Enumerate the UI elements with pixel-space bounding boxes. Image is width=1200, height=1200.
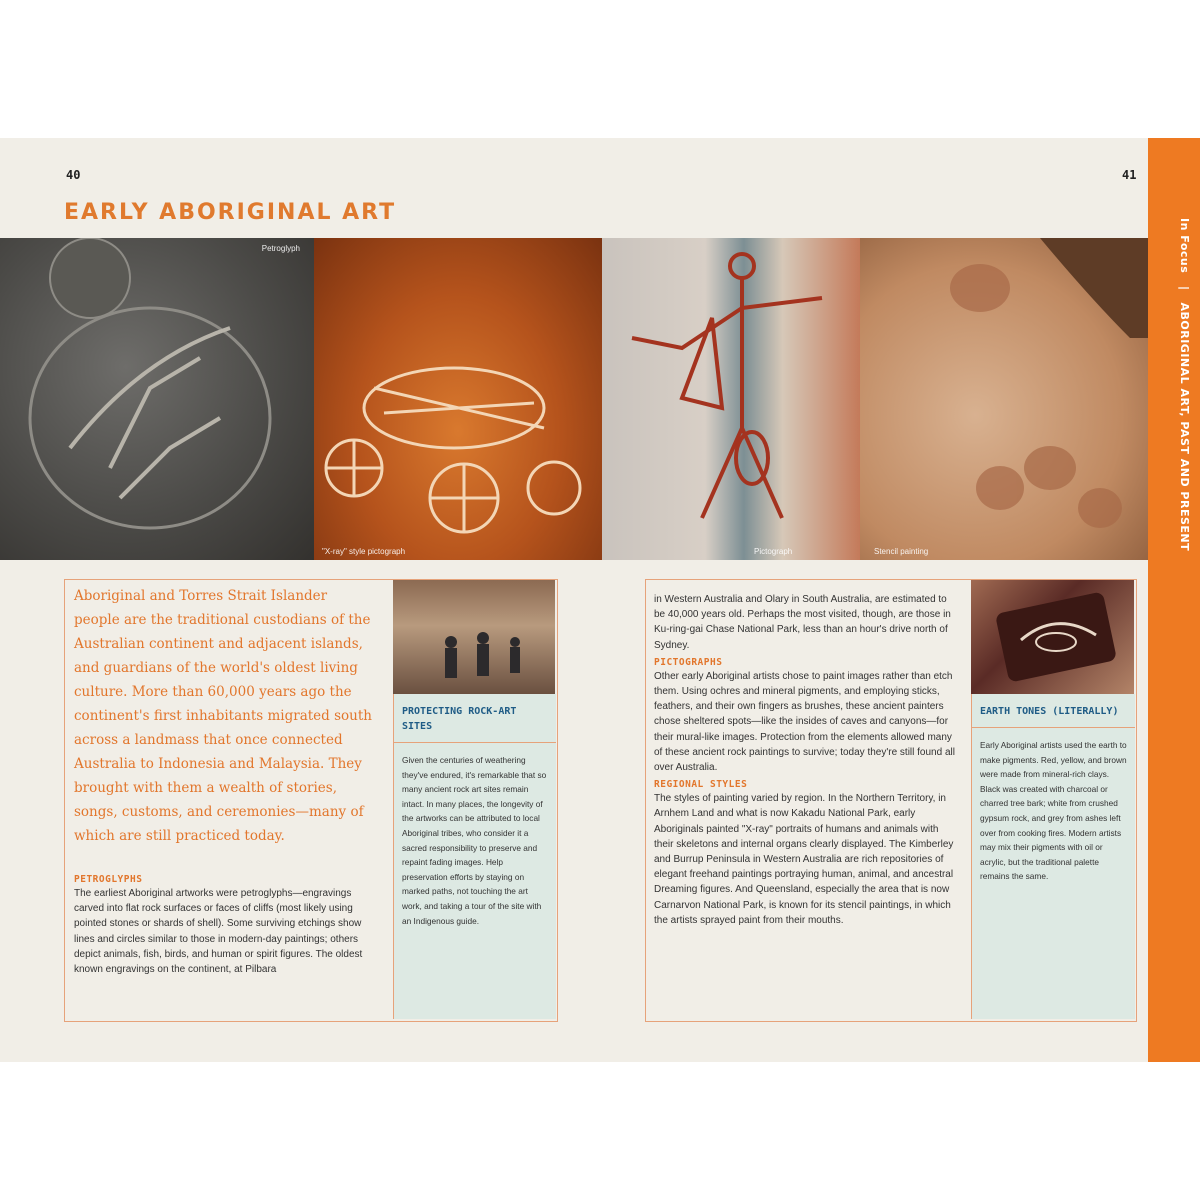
continued-text: in Western Australia and Olary in South Australia, are estimated to be 40,000 years old. Perhaps the most visited, though, are those in Ku-ring-gai Chase National Park, less than an hour's drive north of Sydney.: [654, 594, 951, 651]
caption-xray: "X-ray" style pictograph: [322, 547, 406, 556]
petroglyphs-section: [74, 872, 374, 977]
page-number-right: 41: [1122, 168, 1137, 182]
human-figure-icon: [602, 238, 860, 560]
rock-art-visitors-photo: [393, 580, 555, 694]
book-spread: [0, 138, 1200, 1062]
protecting-sites-sidebar: [393, 694, 556, 1019]
pictographs-text: Other early Aboriginal artists chose to paint images rather than etch them. Using ochres and mineral pigments, and employing sticks, feathers, and their own fingers as brushes, these ancient painters chose sheltered spots—like the insides of caves and canyons—for their mural-like images. Protection from the elements allowed many of these ancient rock paintings to survive; today they're still found all over Australia.: [654, 670, 955, 774]
section-divider: |: [1178, 285, 1191, 291]
pictographs-heading: PICTOGRAPHS: [654, 656, 723, 668]
petroglyph-photo: [0, 238, 314, 560]
right-column-text: [654, 592, 960, 928]
visitors-icon: [393, 580, 555, 694]
petroglyphs-text: The earliest Aboriginal artworks were petroglyphs—engravings carved into flat rock surfaces or faces of cliffs (most likely using pointed stones or shards of shell). Some surviving etchings show lines and circles similar to those in modern-day paintings; others depict animals, fish, birds, and human or spirit figures. The oldest known engravings on the continent, at Pilbara: [74, 888, 363, 976]
earth-tones-sidebar: [971, 694, 1135, 1019]
pictograph-photo: [602, 238, 860, 560]
xray-figure-icon: [314, 238, 602, 560]
caption-stencil: Stencil painting: [874, 547, 929, 556]
page-number-left: 40: [66, 168, 81, 182]
hand-stencil-icon: [860, 238, 1148, 560]
caption-petroglyph: Petroglyph: [261, 244, 300, 253]
section-label: In Focus: [1178, 218, 1191, 274]
page-title: EARLY ABORIGINAL ART: [64, 200, 397, 225]
earth-tones-heading: EARTH TONES (LITERALLY): [972, 694, 1135, 728]
painted-artifact-icon: [971, 580, 1134, 694]
photo-strip: [0, 238, 1148, 560]
section-tab-text: [1157, 218, 1191, 552]
protecting-sites-heading: PROTECTING ROCK-ART SITES: [394, 694, 556, 743]
regional-text: The styles of painting varied by region. In the Northern Territory, in Arnhem Land and what is now Kakadu National Park, early Aboriginals painted "X-ray" portraits of humans and animals with their skeletons and internal organs clearly displayed. The Kimberley and Burrup Peninsula in Western Australia are rich repositories of elegant freehand paintings portraying human, animal, and ancestral Dreaming figures. And Queensland, especially the area that is now Carnarvon National Park, is known for its stencil paintings, in which the artists sprayed paint from their mouths.: [654, 793, 954, 926]
petroglyphs-heading: PETROGLYPHS: [74, 874, 143, 885]
xray-pictograph-photo: [314, 238, 602, 560]
protecting-sites-text: Given the centuries of weathering they've endured, it's remarkable that so many ancient rock art sites remain intact. In many places, the longevity of the artworks can be attributed to local Aboriginal tribes, who consider it a sacred responsibility to preserve and repaint fading images. Help preservation efforts by staying on marked paths, not touching the art work, and taking a tour of the site with an Indigenous guide.: [402, 755, 547, 926]
petroglyph-figure-icon: [0, 238, 314, 560]
regional-heading: REGIONAL STYLES: [654, 779, 748, 791]
chapter-label: ABORIGINAL ART, PAST AND PRESENT: [1178, 302, 1191, 552]
earth-tones-text: Early Aboriginal artists used the earth to make pigments. Red, yellow, and brown were made from mineral-rich clays. Black was created with charcoal or charred tree bark; white from crushed gypsum rock, and grey from ashes left over from cooking fires. Modern artists may mix their pigments with oil or acrylic, but the traditional palette remains the same.: [980, 740, 1127, 882]
caption-pictograph: Pictograph: [754, 547, 793, 556]
earth-tones-photo: [971, 580, 1134, 694]
stencil-photo: [860, 238, 1148, 560]
lead-paragraph: Aboriginal and Torres Strait Islander people are the traditional custodians of the Australian continent and adjacent islands, and guardians of the world's oldest living culture. More than 60,000 years ago the continent's first inhabitants migrated south across a landmass that once connected Australia to Indonesia and Malaysia. They brought with them a wealth of stories, songs, customs, and ceremonies—many of which are still practiced today.: [74, 588, 372, 844]
